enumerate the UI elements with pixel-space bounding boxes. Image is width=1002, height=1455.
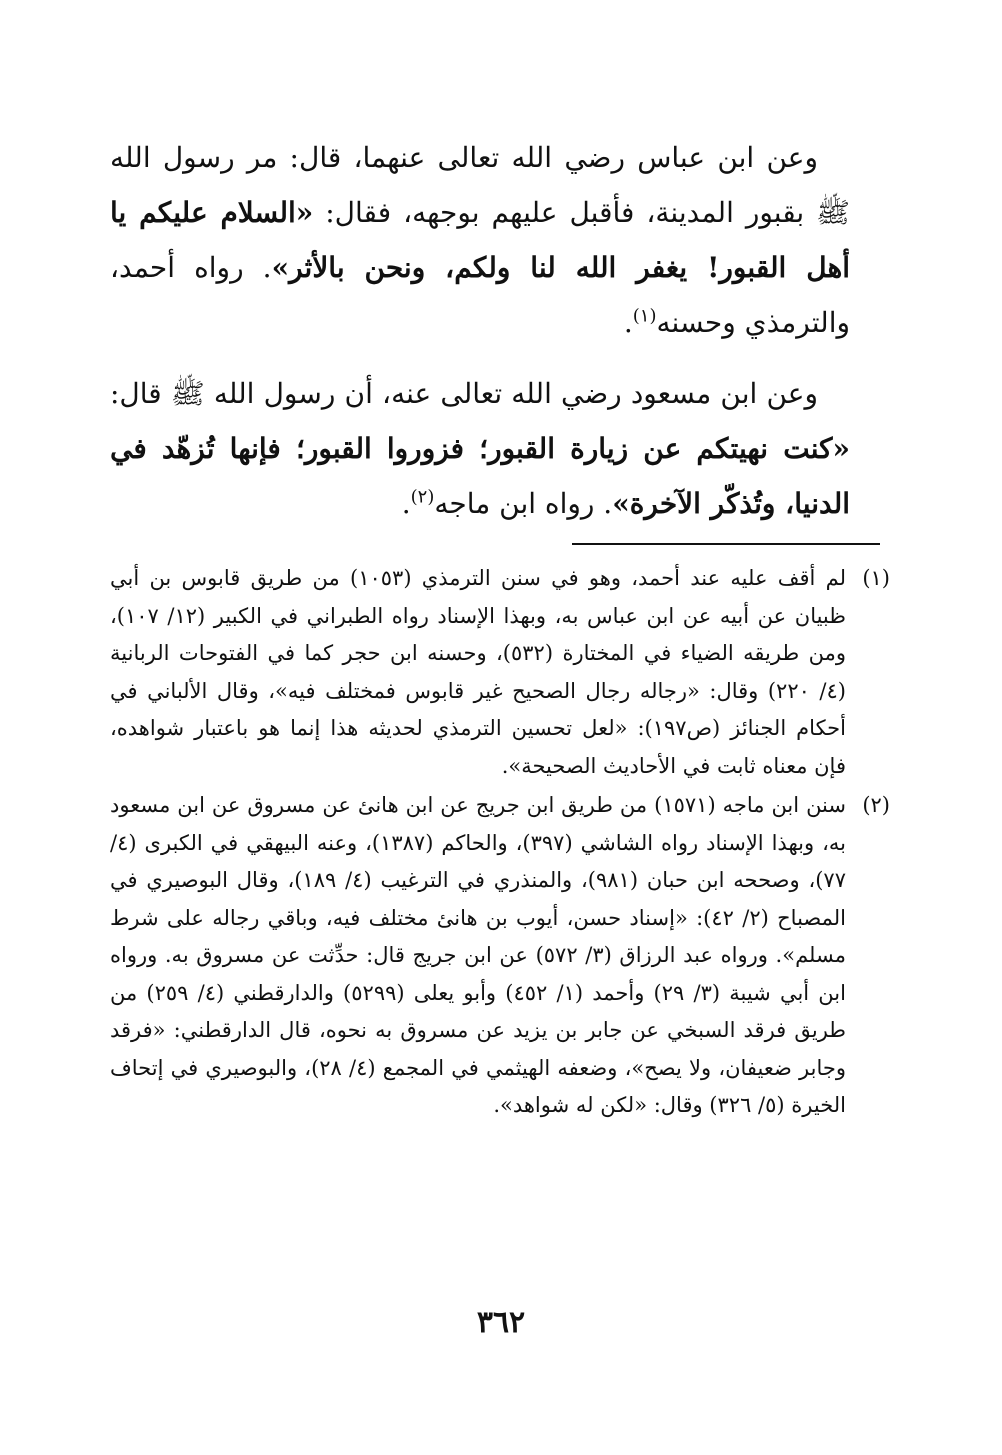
footnote-text: سنن ابن ماجه (١٥٧١) من طريق ابن جريج عن ابن هانئ عن مسروق عن ابن مسعود به، وبهذا الإسناد رواه الشاشي (٣٩٧)، والحاكم (١٣٨٧)، وعنه البيهقي في الكبرى (٤/ ٧٧)، وصححه ابن حبان (٩٨١)، والمنذري في الترغيب (٤/ ١٨٩)، وقال البوصيري في المصباح (٢/ ٤٢): «إسناد حسن، أيوب بن هانئ مختلف فيه، وباقي رجاله على شرط مسلم». ورواه عبد الرزاق (٣/ ٥٧٢) عن ابن جريج قال: حدِّثت عن مسروق به. ورواه ابن أبي شيبة (٣/ ٢٩) وأحمد (١/ ٤٥٢) وأبو يعلى (٥٢٩٩) والدارقطني (٤/ ٢٥٩) من طريق فرقد السبخي عن جابر بن يزيد عن مسروق به نحوه، قال الدارقطني: «فرقد وجابر ضعيفان، ولا يصح»، وضعفه الهيثمي في المجمع (٤/ ٢٨)، والبوصيري في إتحاف الخيرة (٥/ ٣٢٦) وقال: «لكن له شواهد». xyxy=(110,793,846,1117)
paragraph-text: وعن ابن عباس رضي الله تعالى عنهما، قال: مر رسول الله ﷺ بقبور المدينة، فأقبل عليهم بوجهه، فقال: xyxy=(110,141,850,229)
paragraph-end: . xyxy=(401,487,411,520)
main-text xyxy=(110,130,850,547)
footnote-1 xyxy=(110,560,890,785)
paragraph-source: . رواه ابن ماجه xyxy=(434,487,613,520)
paragraph-end: . xyxy=(623,306,633,339)
footnote-ref-1[interactable]: (١) xyxy=(632,305,657,327)
hadith-quote: «كنت نهيتكم عن زيارة القبور؛ فزوروا القبور؛ فإنها تُزهّد في الدنيا، وتُذكّر الآخرة» xyxy=(110,432,850,520)
footnote-ref-2[interactable]: (٢) xyxy=(410,486,435,508)
page-number: ٣٦٢ xyxy=(476,1305,526,1340)
paragraph-ibn-abbas xyxy=(110,130,850,350)
footnote-number: (١) xyxy=(862,566,890,590)
footnotes xyxy=(110,560,890,1127)
footnote-separator xyxy=(572,543,880,545)
footnote-text: لم أقف عليه عند أحمد، وهو في سنن الترمذي (١٠٥٣) من طريق قابوس بن أبي ظبيان عن أبيه عن ابن عباس به، وبهذا الإسناد رواه الطبراني في الكبير (١٢/ ١٠٧)، ومن طريقه الضياء في المختارة (٥٣٢)، وحسنه ابن حجر كما في الفتوحات الربانية (٤/ ٢٢٠) وقال: «رجاله رجال الصحيح غير قابوس فمختلف فيه»، وقال الألباني في أحكام الجنائز (ص١٩٧): «لعل تحسين الترمذي لحديثه هذا إنما هو باعتبار شواهده، فإن معناه ثابت في الأحاديث الصحيحة». xyxy=(110,566,847,778)
paragraph-ibn-masud xyxy=(110,366,850,531)
footnote-2 xyxy=(110,787,890,1125)
paragraph-source: . رواه أحمد، والترمذي وحسنه xyxy=(110,251,850,339)
footnote-number: (٢) xyxy=(862,793,890,817)
paragraph-text: وعن ابن مسعود رضي الله تعالى عنه، أن رسول الله ﷺ قال: xyxy=(110,377,818,410)
hadith-quote: «السلام عليكم يا أهل القبور! يغفر الله لنا ولكم، ونحن بالأثر» xyxy=(110,196,850,284)
